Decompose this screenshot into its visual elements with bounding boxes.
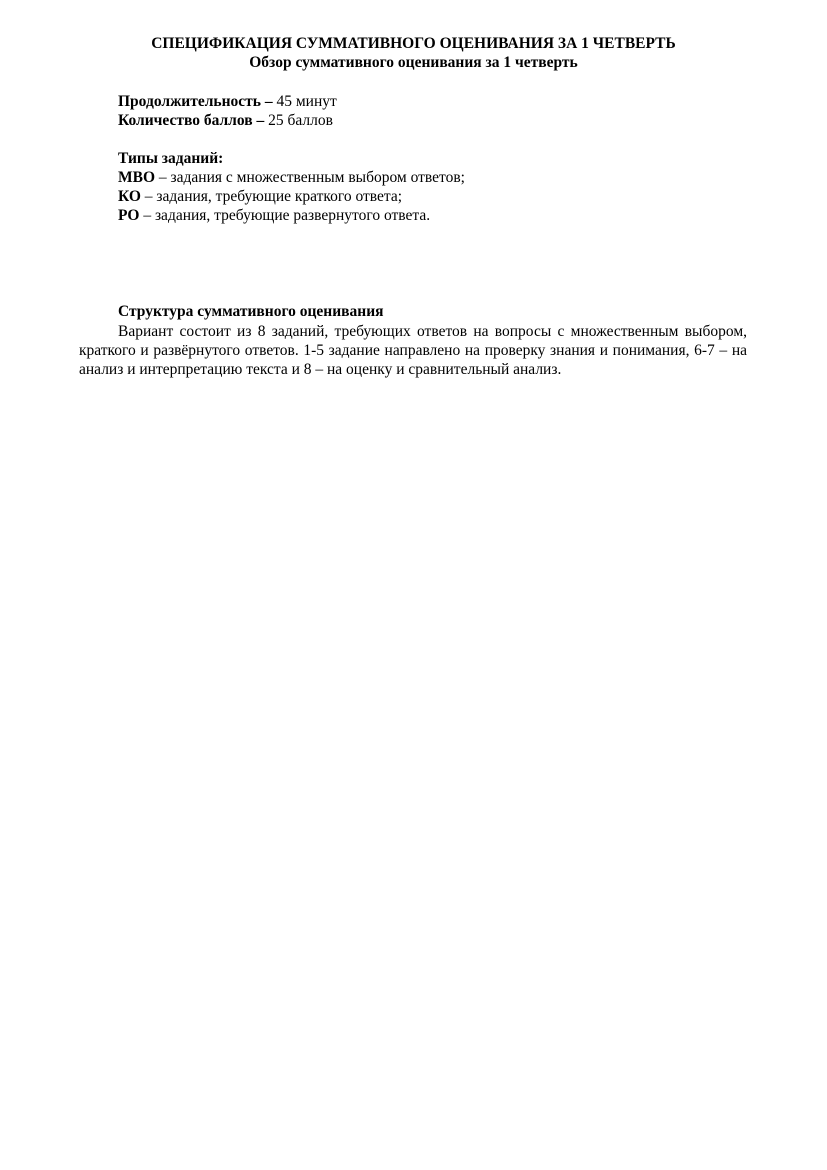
points-line bbox=[118, 111, 333, 130]
duration-label: Продолжительность – bbox=[118, 93, 273, 110]
task-type-abbr: РО bbox=[118, 207, 140, 224]
structure-paragraph: Вариант состоит из 8 заданий, требующих ответов на вопросы с множественным выбором, краткого и развёрнутого ответов. 1-5 задание направлено на проверку знания и понимания, 6-7 – на анализ и интерпретацию текста и 8 – на оценку и сравнительный анализ. bbox=[79, 323, 747, 379]
task-types-heading-text: Типы заданий: bbox=[118, 150, 224, 167]
document-title: СПЕЦИФИКАЦИЯ СУММАТИВНОГО ОЦЕНИВАНИЯ ЗА 1 ЧЕТВЕРТЬ bbox=[151, 35, 676, 52]
task-type-text: – задания с множественным выбором ответов; bbox=[155, 169, 465, 186]
duration-line bbox=[118, 92, 337, 111]
task-types-heading bbox=[118, 149, 223, 168]
duration-value: 45 минут bbox=[272, 93, 337, 110]
task-type-item bbox=[118, 206, 430, 225]
task-type-abbr: МВО bbox=[118, 169, 156, 186]
points-value: 25 баллов bbox=[264, 112, 333, 129]
task-type-item bbox=[118, 168, 465, 187]
task-type-text: – задания, требующие краткого ответа; bbox=[140, 188, 403, 205]
document-subtitle: Обзор суммативного оценивания за 1 четверть bbox=[249, 54, 578, 71]
task-type-item bbox=[118, 187, 402, 206]
structure-heading bbox=[118, 302, 384, 321]
points-label: Количество баллов – bbox=[118, 112, 265, 129]
task-type-abbr: КО bbox=[118, 188, 141, 205]
task-type-text: – задания, требующие развернутого ответа. bbox=[139, 207, 431, 224]
structure-heading-text: Структура суммативного оценивания bbox=[118, 303, 384, 320]
